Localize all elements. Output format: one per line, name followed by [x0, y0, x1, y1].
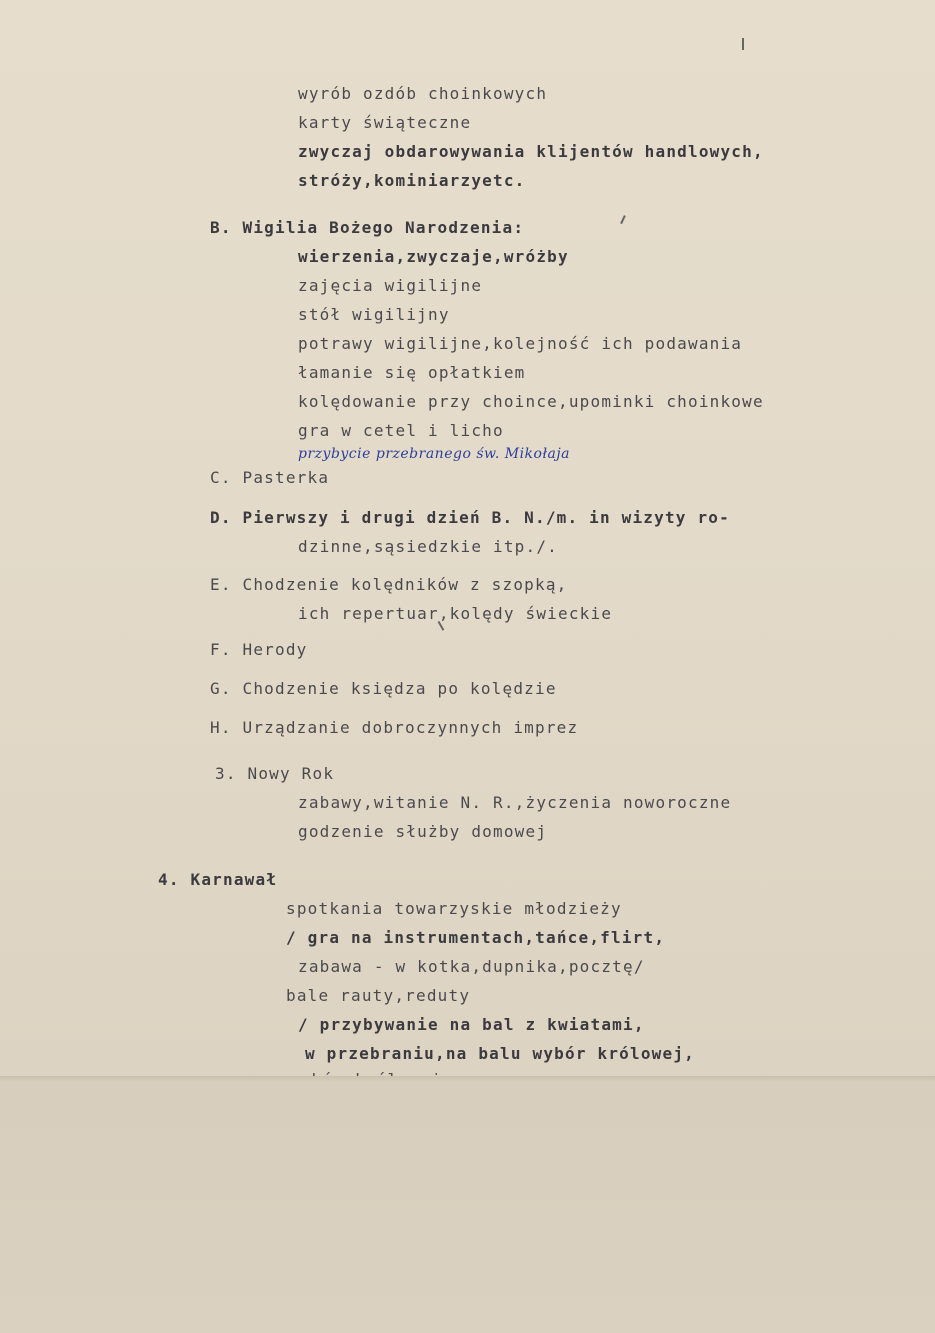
- heading-d-first-second-day: D. Pierwszy i drugi dzień B. N./m. in wizyty ro-: [210, 508, 730, 527]
- line-family-visits: dzinne,sąsiedzkie itp./.: [298, 537, 558, 556]
- heading-h-charity-events: H. Urządzanie dobroczynnych imprez: [210, 718, 579, 737]
- line-christmas-cards: karty świąteczne: [298, 113, 472, 132]
- line-beliefs-customs: wierzenia,zwyczaje,wróżby: [298, 247, 569, 266]
- heading-e-carolers: E. Chodzenie kolędników z szopką,: [210, 575, 568, 594]
- heading-f-herody: F. Herody: [210, 640, 308, 659]
- line-eve-table: stół wigilijny: [298, 305, 450, 324]
- heading-c-midnight-mass: C. Pasterka: [210, 468, 330, 487]
- pencil-mark: [742, 38, 744, 50]
- heading-g-priest-visit: G. Chodzenie księdza po kolędzie: [210, 679, 557, 698]
- cut-off-line: [290, 1062, 550, 1076]
- line-games: zabawa - w kotka,dupnika,pocztę/: [298, 957, 645, 976]
- line-ornament-making: wyrób ozdób choinkowych: [298, 84, 548, 103]
- line-balls: bale rauty,reduty: [286, 986, 471, 1005]
- line-arriving-with-flowers: / przybywanie na bal z kwiatami,: [298, 1015, 645, 1034]
- heading-3-new-year: 3. Nowy Rok: [215, 764, 335, 783]
- line-client-gifts: zwyczaj obdarowywania klijentów handlowych,: [298, 142, 764, 161]
- line-eve-dishes: potrawy wigilijne,kolejność ich podawania: [298, 334, 743, 353]
- line-new-year-parties: zabawy,witanie N. R.,życzenia noworoczne: [298, 793, 732, 812]
- line-hiring-servants: godzenie służby domowej: [298, 822, 548, 841]
- line-instruments-dances: / gra na instrumentach,tańce,flirt,: [286, 928, 666, 947]
- background-surface: [0, 1076, 935, 1333]
- line-youth-gatherings: spotkania towarzyskie młodzieży: [286, 899, 622, 918]
- line-card-game: gra w cetel i licho: [298, 421, 504, 440]
- heading-b-christmas-eve: B. Wigilia Bożego Narodzenia:: [210, 218, 525, 237]
- line-wafer-sharing: łamanie się opłatkiem: [298, 363, 526, 382]
- pencil-mark: [620, 215, 625, 224]
- line-watchmen-sweeps: stróży,kominiarzyetc.: [298, 171, 526, 190]
- line-caroling-gifts: kolędowanie przy choince,upominki choinkowe: [298, 392, 764, 411]
- heading-4-carnival: 4. Karnawał: [158, 870, 278, 889]
- line-repertoire: ich repertuar,kolędy świeckie: [298, 604, 613, 623]
- handwritten-note: przybycie przebranego św. Mikołaja: [298, 446, 571, 462]
- line-eve-activities: zajęcia wigilijne: [298, 276, 483, 295]
- line-costumes-queen: w przebraniu,na balu wybór królowej,: [305, 1044, 695, 1063]
